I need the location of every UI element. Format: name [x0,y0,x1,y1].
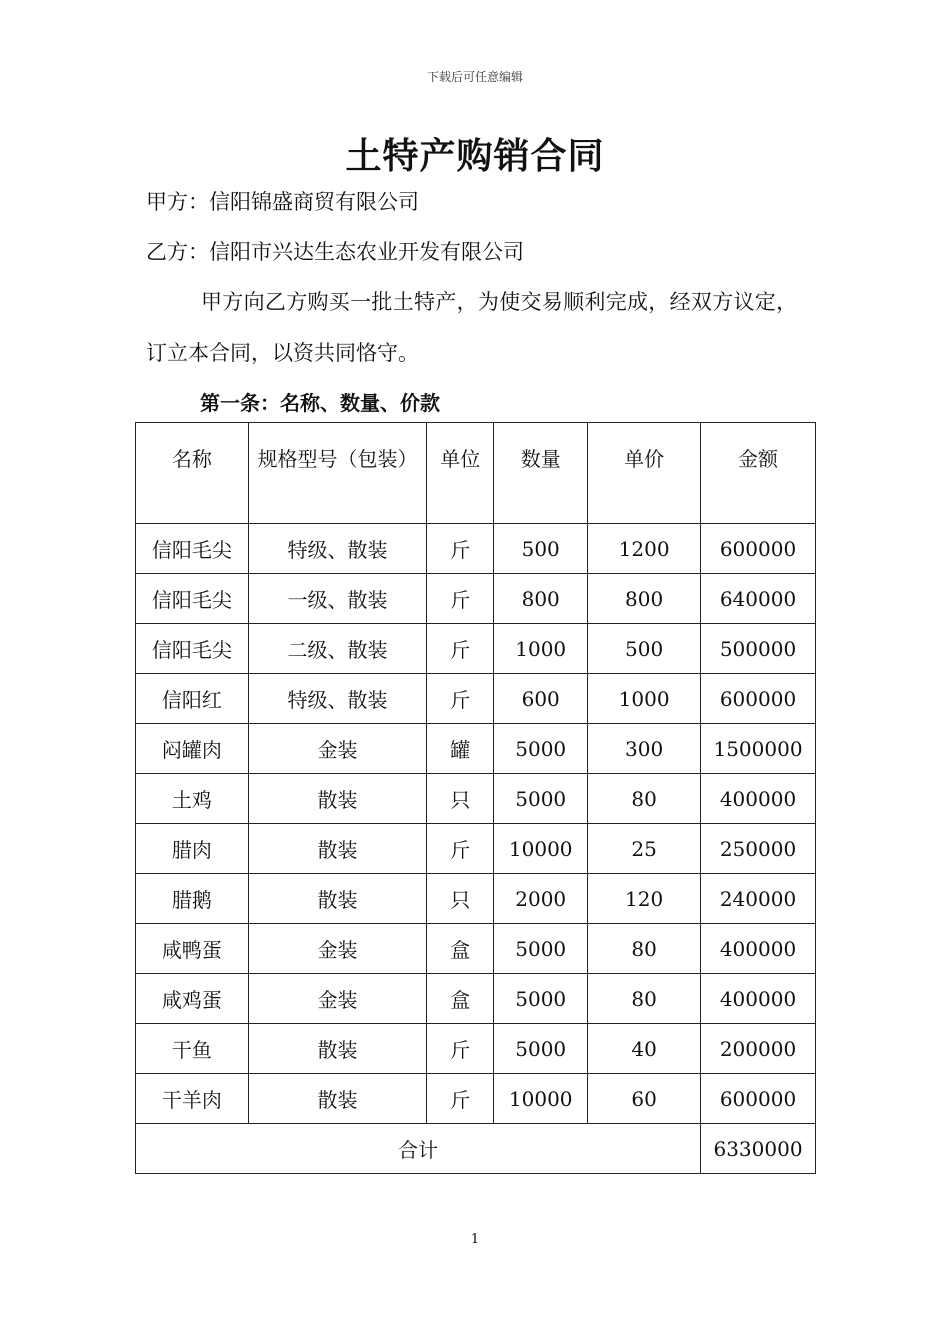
cell-quantity: 5000 [494,924,588,974]
cell-quantity: 10000 [494,824,588,874]
cell-amount: 400000 [701,774,816,824]
cell-spec: 特级、散装 [248,524,427,574]
cell-name: 信阳毛尖 [136,574,249,624]
table-row [136,874,816,924]
cell-name: 信阳毛尖 [136,624,249,674]
section-1-title: 第一条：名称、数量、价款 [200,391,440,415]
cell-name: 咸鸭蛋 [136,924,249,974]
cell-amount: 200000 [701,1024,816,1074]
cell-unit: 斤 [427,1074,494,1124]
header-cell-name: 名称 [136,423,249,524]
header-cell-spec: 规格型号（包装） [248,423,427,524]
table-row [136,1024,816,1074]
header-cell-amount: 金额 [701,423,816,524]
cell-spec: 散装 [248,774,427,824]
cell-amount: 600000 [701,524,816,574]
goods-table [135,422,816,1174]
cell-unit: 斤 [427,824,494,874]
cell-name: 闷罐肉 [136,724,249,774]
cell-unit: 斤 [427,624,494,674]
cell-amount: 1500000 [701,724,816,774]
table-row [136,524,816,574]
cell-price: 300 [588,724,701,774]
party-a: 甲方：信阳锦盛商贸有限公司 [146,190,419,214]
cell-unit: 罐 [427,724,494,774]
cell-quantity: 5000 [494,1024,588,1074]
cell-name: 腊肉 [136,824,249,874]
table-row [136,724,816,774]
cell-quantity: 500 [494,524,588,574]
table-row [136,974,816,1024]
cell-unit: 只 [427,774,494,824]
cell-amount: 400000 [701,924,816,974]
cell-price: 25 [588,824,701,874]
party-b: 乙方：信阳市兴达生态农业开发有限公司 [146,240,524,264]
table-header-row [136,423,816,524]
page-number: 1 [470,1232,480,1247]
cell-amount: 240000 [701,874,816,924]
header-cell-price: 单价 [588,423,701,524]
cell-price: 80 [588,974,701,1024]
cell-unit: 斤 [427,574,494,624]
header-cell-unit: 单位 [427,423,494,524]
cell-price: 500 [588,624,701,674]
intro-line-1: 甲方向乙方购买一批土特产，为使交易顺利完成，经双方议定， [201,290,798,314]
cell-name: 咸鸡蛋 [136,974,249,1024]
table-row [136,674,816,724]
cell-price: 1000 [588,674,701,724]
total-value: 6330000 [701,1124,816,1174]
total-label: 合计 [136,1124,701,1174]
cell-amount: 500000 [701,624,816,674]
cell-amount: 250000 [701,824,816,874]
cell-unit: 斤 [427,674,494,724]
cell-quantity: 2000 [494,874,588,924]
cell-quantity: 10000 [494,1074,588,1124]
cell-spec: 金装 [248,724,427,774]
intro-line-2: 订立本合同，以资共同恪守。 [146,341,419,365]
table-row [136,774,816,824]
cell-amount: 600000 [701,674,816,724]
cell-name: 信阳红 [136,674,249,724]
cell-spec: 金装 [248,924,427,974]
cell-price: 120 [588,874,701,924]
cell-price: 1200 [588,524,701,574]
table-row [136,624,816,674]
cell-unit: 斤 [427,1024,494,1074]
cell-spec: 二级、散装 [248,624,427,674]
cell-spec: 散装 [248,874,427,924]
cell-spec: 散装 [248,1024,427,1074]
cell-price: 60 [588,1074,701,1124]
cell-amount: 400000 [701,974,816,1024]
table-row [136,924,816,974]
cell-quantity: 5000 [494,774,588,824]
table-row [136,1074,816,1124]
cell-spec: 金装 [248,974,427,1024]
cell-name: 信阳毛尖 [136,524,249,574]
cell-name: 干鱼 [136,1024,249,1074]
table-row [136,824,816,874]
cell-quantity: 5000 [494,724,588,774]
cell-amount: 600000 [701,1074,816,1124]
cell-spec: 散装 [248,824,427,874]
cell-name: 腊鹅 [136,874,249,924]
cell-quantity: 5000 [494,974,588,1024]
cell-price: 800 [588,574,701,624]
total-row [136,1124,816,1174]
header-note: 下载后可任意编辑 [426,70,523,84]
cell-unit: 只 [427,874,494,924]
cell-price: 40 [588,1024,701,1074]
header-cell-quantity: 数量 [494,423,588,524]
cell-unit: 盒 [427,924,494,974]
cell-quantity: 600 [494,674,588,724]
page-title: 土特产购销合同 [345,135,605,177]
cell-price: 80 [588,924,701,974]
cell-name: 干羊肉 [136,1074,249,1124]
cell-price: 80 [588,774,701,824]
cell-quantity: 1000 [494,624,588,674]
cell-spec: 一级、散装 [248,574,427,624]
table-row [136,574,816,624]
cell-name: 土鸡 [136,774,249,824]
cell-unit: 盒 [427,974,494,1024]
cell-unit: 斤 [427,524,494,574]
cell-quantity: 800 [494,574,588,624]
cell-amount: 640000 [701,574,816,624]
cell-spec: 散装 [248,1074,427,1124]
cell-spec: 特级、散装 [248,674,427,724]
